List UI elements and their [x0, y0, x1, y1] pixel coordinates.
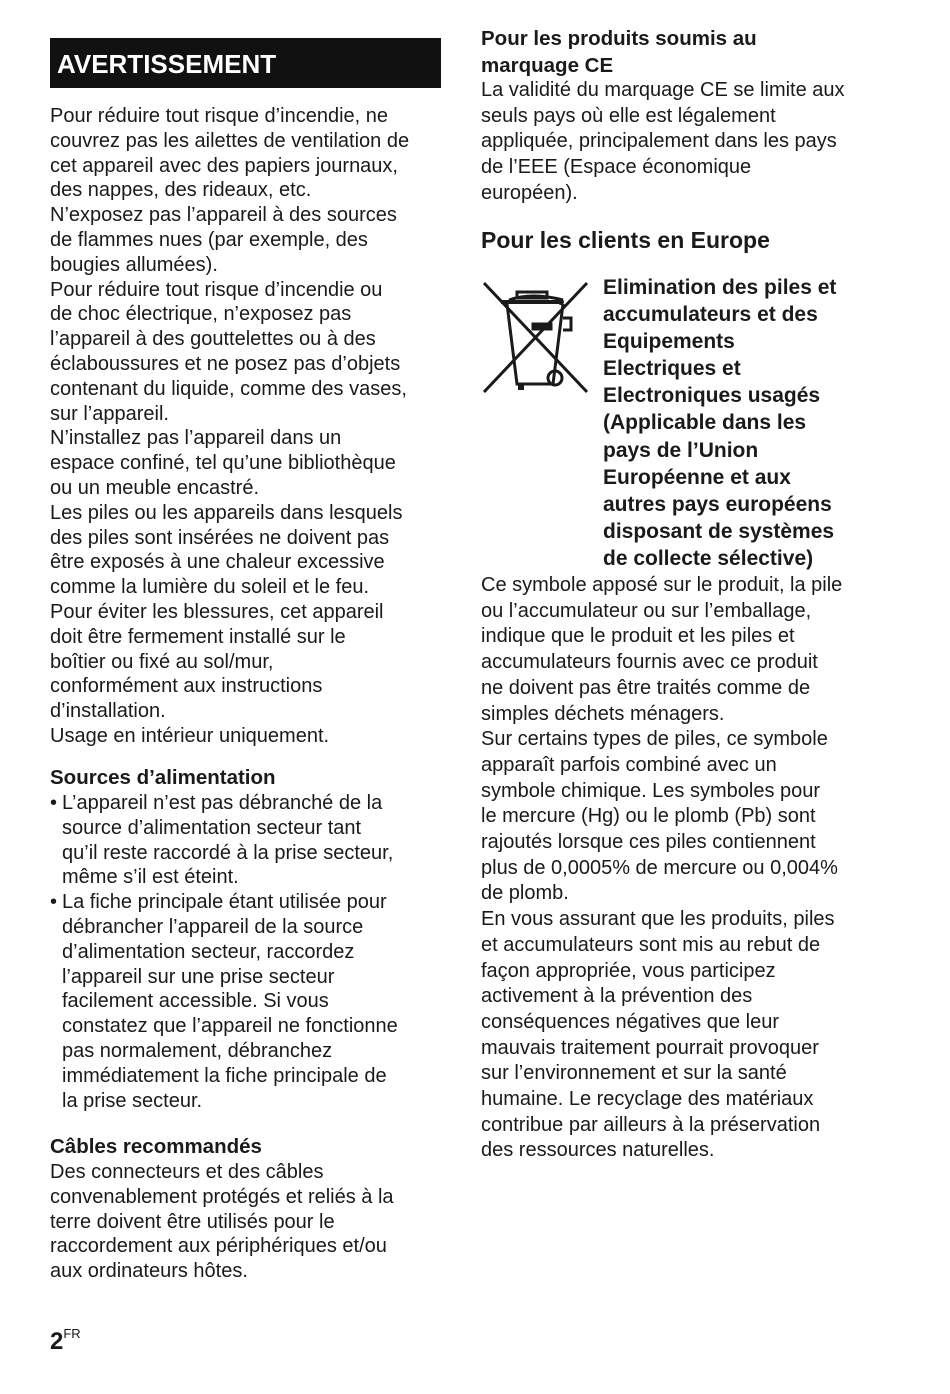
disposal-heading: Elimination des piles et accumulateurs et des Equipements Electriques et Electroniques usagés (Applicable dans les pays de l’Union Européenne et aux autres pays européens disposant de systèmes de collecte sélective)	[603, 276, 837, 570]
crossed-bin-icon	[481, 280, 591, 395]
ce-heading: Pour les produits soumis au marquage CE	[481, 27, 757, 77]
disposal-text: Ce symbole apposé sur le produit, la pile ou l’accumulateur ou sur l’emballage, indique que le produit et les piles et accumulateurs fournis avec ce produit ne doivent pas être traités comme de simples déchets ménagers. Sur certains types de piles, ce symbole apparaît parfois combiné avec un symbole chimique. Les symboles pour le mercure (Hg) ou le plomb (Pb) sont rajoutés lorsque ces piles contiennent plus de 0,0005% de mercure ou 0,004% de plomb. En vous assurant que les produits, piles et accumulateurs sont mis au rebut de façon appropriée, vous participez activement à la prévention des conséquences négatives que leur mauvais traitement pourrait provoquer sur l’environnement et sur la santé humaine. Le recyclage des matériaux contribue par ailleurs à la préservation des ressources naturelles.	[481, 574, 843, 1162]
page-number: $2^{FR}$	[50, 1326, 81, 1355]
warning-text: Pour réduire tout risque d’incendie, ne couvrez pas les ailettes de ventilation de cet appareil avec des papiers journaux, des nappes, des rideaux, etc. N’exposez pas l’appareil à des sources de flammes nues (par exemple, des bougies allumées). Pour réduire tout risque d’incendie ou de choc électrique, n’exposez pas l’appareil à des gouttelettes ou à des éclaboussures et ne posez pas d’objets contenant du liquide, comme des vases, sur l’appareil. N’installez pas l’appareil dans un espace confiné, tel qu’une bibliothèque ou un meuble encastré. Les piles ou les appareils dans lesquels des piles sont insérées ne doivent pas être exposés à une chaleur excessive comme la lumière du soleil et le feu. Pour éviter les blessures, cet appareil doit être fermement installé sur le boîtier ou fixé au sol/mur, conformément aux instructions d’installation. Usage en intérieur uniquement.	[50, 105, 410, 747]
power-sources-list	[50, 791, 450, 1113]
bullet: •	[50, 891, 58, 914]
list-item: • La fiche principale étant utilisée pour débrancher l’appareil de la source d’alimentation secteur, raccordez l’appareil sur une prise secteur facilement accessible. Si vous constatez que l’appareil ne fonctionne pas normalement, débranchez immédiatement la fiche principale de la prise secteur.	[50, 891, 398, 1112]
ce-text: La validité du marquage CE se limite aux seuls pays où elle est légalement appliquée, principalement dans les pays de l’EEE (Espace économique européen).	[481, 79, 845, 204]
europe-heading: Pour les clients en Europe	[481, 227, 770, 253]
language-code: FR	[63, 1326, 81, 1341]
cables-text: Des connecteurs et des câbles convenablement protégés et reliés à la terre doivent être utilisés pour le raccordement aux périphériques et/ou aux ordinateurs hôtes.	[50, 1161, 394, 1283]
list-item: • L’appareil n’est pas débranché de la source d’alimentation secteur tant qu’il reste raccordé à la prise secteur, même s’il est éteint.	[50, 792, 394, 889]
cables-heading: Câbles recommandés	[50, 1135, 262, 1158]
warning-heading: AVERTISSEMENT	[50, 38, 441, 88]
bullet: •	[50, 792, 58, 814]
power-sources-heading: Sources d’alimentation	[50, 766, 276, 789]
